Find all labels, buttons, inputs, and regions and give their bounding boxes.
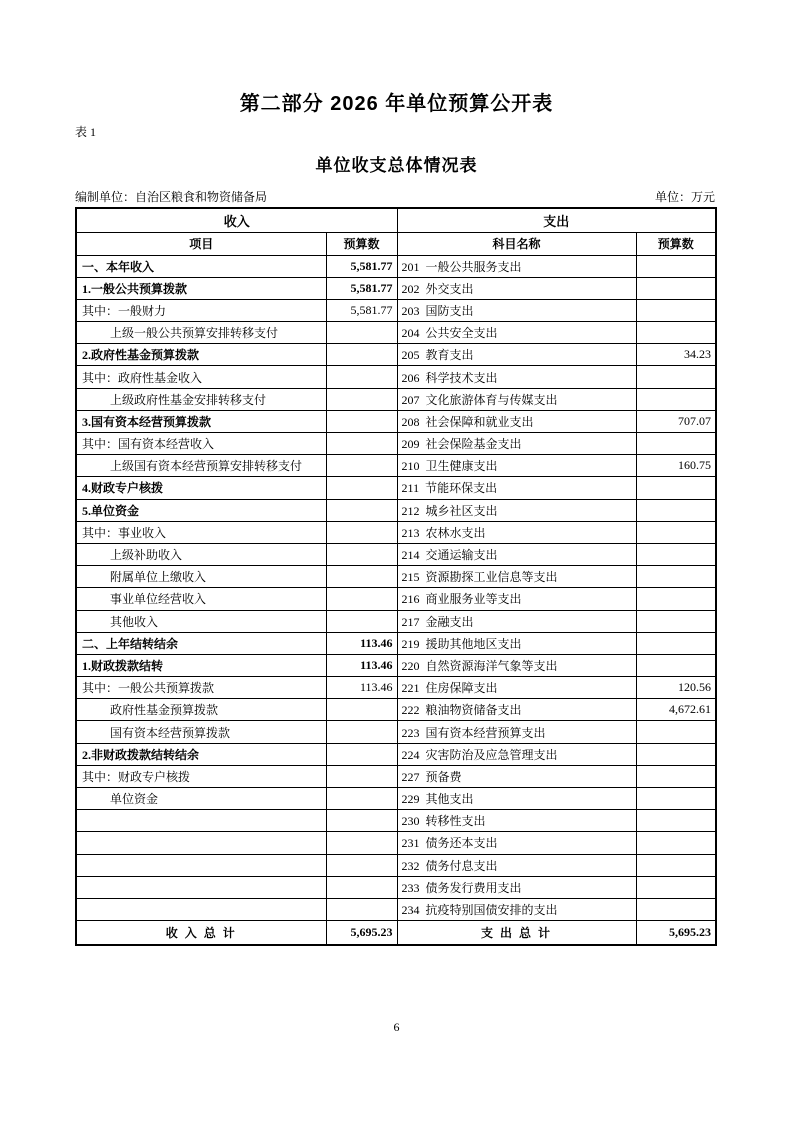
income-item-cell: 1.一般公共预算拨款: [76, 277, 326, 299]
income-section-header: 收入: [76, 208, 397, 232]
expense-budget-cell: [636, 499, 716, 521]
income-item-cell: 其中：政府性基金收入: [76, 366, 326, 388]
income-budget-cell: [326, 499, 397, 521]
table-row: [76, 566, 716, 588]
income-budget-cell: [326, 743, 397, 765]
expense-item-cell: 217 金融支出: [397, 610, 636, 632]
income-budget-cell: [326, 588, 397, 610]
table-row: [76, 299, 716, 321]
income-budget-cell: 113.46: [326, 632, 397, 654]
income-item-cell: 其中：国有资本经营收入: [76, 433, 326, 455]
expense-item-cell: 222 粮油物资储备支出: [397, 699, 636, 721]
income-item-cell: [76, 898, 326, 920]
table-row: [76, 699, 716, 721]
table-row: [76, 410, 716, 432]
table-row: [76, 277, 716, 299]
income-item-cell: 一、本年收入: [76, 255, 326, 277]
income-budget-cell: [326, 610, 397, 632]
income-item-cell: [76, 854, 326, 876]
table-row: [76, 588, 716, 610]
expense-budget-cell: [636, 832, 716, 854]
expense-item-cell: 216 商业服务业等支出: [397, 588, 636, 610]
expense-item-cell: 223 国有资本经营预算支出: [397, 721, 636, 743]
income-budget-cell: [326, 433, 397, 455]
income-item-cell: 1.财政拨款结转: [76, 654, 326, 676]
income-budget-cell: [326, 566, 397, 588]
expense-item-cell: 206 科学技术支出: [397, 366, 636, 388]
income-item-cell: 单位资金: [76, 788, 326, 810]
expense-item-cell: 220 自然资源海洋气象等支出: [397, 654, 636, 676]
expense-budget-cell: [636, 277, 716, 299]
income-item-cell: 政府性基金预算拨款: [76, 699, 326, 721]
expense-budget-cell: [636, 788, 716, 810]
income-budget-cell: [326, 543, 397, 565]
income-item-cell: 上级政府性基金安排转移支付: [76, 388, 326, 410]
income-budget-cell: [326, 477, 397, 499]
expense-budget-cell: 160.75: [636, 455, 716, 477]
table-row: [76, 455, 716, 477]
prepared-by-label: 编制单位：自治区粮食和物资储备局: [75, 190, 268, 204]
income-item-cell: 5.单位资金: [76, 499, 326, 521]
expense-item-cell: 227 预备费: [397, 765, 636, 787]
income-budget-cell: [326, 322, 397, 344]
expense-budget-cell: [636, 255, 716, 277]
col-header-expense-budget: 预算数: [636, 232, 716, 255]
income-budget-cell: [326, 832, 397, 854]
income-budget-cell: [326, 366, 397, 388]
expense-budget-cell: [636, 743, 716, 765]
income-item-cell: 2.非财政拨款结转结余: [76, 743, 326, 765]
income-budget-cell: [326, 410, 397, 432]
income-item-cell: 二、上年结转结余: [76, 632, 326, 654]
table-row: [76, 632, 716, 654]
income-total-label: 收 入 总 计: [76, 921, 326, 945]
expense-budget-cell: [636, 898, 716, 920]
expense-item-cell: 207 文化旅游体育与传媒支出: [397, 388, 636, 410]
total-row: [76, 921, 716, 945]
expense-budget-cell: [636, 366, 716, 388]
income-item-cell: [76, 832, 326, 854]
expense-item-cell: 215 资源勘探工业信息等支出: [397, 566, 636, 588]
table-title: 单位收支总体情况表: [315, 156, 478, 175]
expense-total-label: 支 出 总 计: [397, 921, 636, 945]
expense-item-cell: 224 灾害防治及应急管理支出: [397, 743, 636, 765]
meta-row: [75, 188, 715, 205]
income-item-cell: 上级一般公共预算安排转移支付: [76, 322, 326, 344]
expense-budget-cell: [636, 388, 716, 410]
expense-item-cell: 204 公共安全支出: [397, 322, 636, 344]
expense-budget-cell: [636, 810, 716, 832]
income-budget-cell: [326, 765, 397, 787]
income-item-cell: [76, 876, 326, 898]
table-row: [76, 610, 716, 632]
table-row: [76, 433, 716, 455]
table-row: [76, 366, 716, 388]
expense-item-cell: 233 债务发行费用支出: [397, 876, 636, 898]
income-item-cell: 2.政府性基金预算拨款: [76, 344, 326, 366]
expense-budget-cell: [636, 521, 716, 543]
page-number: 6: [393, 1020, 400, 1034]
income-total-value: 5,695.23: [326, 921, 397, 945]
expense-budget-cell: [636, 721, 716, 743]
expense-budget-cell: 34.23: [636, 344, 716, 366]
col-header-income-budget: 预算数: [326, 232, 397, 255]
income-item-cell: 其中：财政专户核拨: [76, 765, 326, 787]
income-budget-cell: 113.46: [326, 677, 397, 699]
table-row: [76, 832, 716, 854]
table-row: [76, 255, 716, 277]
income-budget-cell: 5,581.77: [326, 299, 397, 321]
expense-item-cell: 208 社会保障和就业支出: [397, 410, 636, 432]
expense-section-header: 支出: [397, 208, 716, 232]
table-row: [76, 477, 716, 499]
expense-item-cell: 230 转移性支出: [397, 810, 636, 832]
table-row: [76, 810, 716, 832]
table-row: [76, 898, 716, 920]
expense-item-cell: 214 交通运输支出: [397, 543, 636, 565]
expense-item-cell: 201 一般公共服务支出: [397, 255, 636, 277]
table-row: [76, 388, 716, 410]
income-item-cell: 国有资本经营预算拨款: [76, 721, 326, 743]
expense-budget-cell: [636, 876, 716, 898]
expense-budget-cell: 4,672.61: [636, 699, 716, 721]
table-row: [76, 876, 716, 898]
col-header-income-item: 项目: [76, 232, 326, 255]
income-budget-cell: [326, 898, 397, 920]
table-row: [76, 543, 716, 565]
income-budget-cell: [326, 455, 397, 477]
income-budget-cell: [326, 876, 397, 898]
expense-item-cell: 232 债务付息支出: [397, 854, 636, 876]
expense-budget-cell: [636, 299, 716, 321]
table-row: [76, 521, 716, 543]
income-budget-cell: [326, 721, 397, 743]
unit-label: 单位：万元: [654, 190, 715, 204]
income-budget-cell: [326, 810, 397, 832]
income-budget-cell: 5,581.77: [326, 277, 397, 299]
expense-item-cell: 210 卫生健康支出: [397, 455, 636, 477]
income-item-cell: 事业单位经营收入: [76, 588, 326, 610]
income-budget-cell: [326, 344, 397, 366]
income-budget-cell: [326, 854, 397, 876]
expense-item-cell: 213 农林水支出: [397, 521, 636, 543]
expense-item-cell: 203 国防支出: [397, 299, 636, 321]
column-header-row: [76, 232, 716, 255]
expense-item-cell: 234 抗疫特别国债安排的支出: [397, 898, 636, 920]
income-budget-cell: 5,581.77: [326, 255, 397, 277]
expense-item-cell: 211 节能环保支出: [397, 477, 636, 499]
income-item-cell: 上级国有资本经营预算安排转移支付: [76, 455, 326, 477]
table-row: [76, 344, 716, 366]
expense-item-cell: 202 外交支出: [397, 277, 636, 299]
expense-item-cell: 229 其他支出: [397, 788, 636, 810]
income-budget-cell: [326, 699, 397, 721]
expense-budget-cell: [636, 566, 716, 588]
table-body: [76, 255, 716, 921]
col-header-expense-item: 科目名称: [397, 232, 636, 255]
expense-budget-cell: [636, 543, 716, 565]
income-item-cell: 其中：一般公共预算拨款: [76, 677, 326, 699]
income-item-cell: 4.财政专户核拨: [76, 477, 326, 499]
table-row: [76, 743, 716, 765]
income-item-cell: 其他收入: [76, 610, 326, 632]
expense-budget-cell: [636, 322, 716, 344]
income-item-cell: 其中：事业收入: [76, 521, 326, 543]
expense-budget-cell: [636, 654, 716, 676]
expense-item-cell: 231 债务还本支出: [397, 832, 636, 854]
expense-budget-cell: [636, 610, 716, 632]
budget-table: [75, 207, 717, 946]
expense-total-value: 5,695.23: [636, 921, 716, 945]
income-budget-cell: [326, 788, 397, 810]
income-budget-cell: [326, 521, 397, 543]
expense-budget-cell: [636, 588, 716, 610]
income-item-cell: 3.国有资本经营预算拨款: [76, 410, 326, 432]
expense-budget-cell: [636, 854, 716, 876]
table-row: [76, 854, 716, 876]
expense-budget-cell: [636, 632, 716, 654]
expense-item-cell: 212 城乡社区支出: [397, 499, 636, 521]
table-row: [76, 499, 716, 521]
expense-budget-cell: [636, 433, 716, 455]
table-row: [76, 721, 716, 743]
income-item-cell: 上级补助收入: [76, 543, 326, 565]
income-budget-cell: [326, 388, 397, 410]
income-budget-cell: 113.46: [326, 654, 397, 676]
table-row: [76, 322, 716, 344]
part-title: 第二部分 2026 年单位预算公开表: [239, 93, 554, 115]
table-row: [76, 654, 716, 676]
section-header-row: [76, 208, 716, 232]
income-item-cell: 附属单位上缴收入: [76, 566, 326, 588]
income-item-cell: 其中：一般财力: [76, 299, 326, 321]
table-label: 表 1: [75, 125, 97, 139]
table-row: [76, 677, 716, 699]
expense-budget-cell: 120.56: [636, 677, 716, 699]
expense-item-cell: 219 援助其他地区支出: [397, 632, 636, 654]
income-item-cell: [76, 810, 326, 832]
expense-item-cell: 221 住房保障支出: [397, 677, 636, 699]
expense-budget-cell: 707.07: [636, 410, 716, 432]
expense-item-cell: 209 社会保险基金支出: [397, 433, 636, 455]
expense-item-cell: 205 教育支出: [397, 344, 636, 366]
table-row: [76, 765, 716, 787]
expense-budget-cell: [636, 765, 716, 787]
expense-budget-cell: [636, 477, 716, 499]
table-row: [76, 788, 716, 810]
